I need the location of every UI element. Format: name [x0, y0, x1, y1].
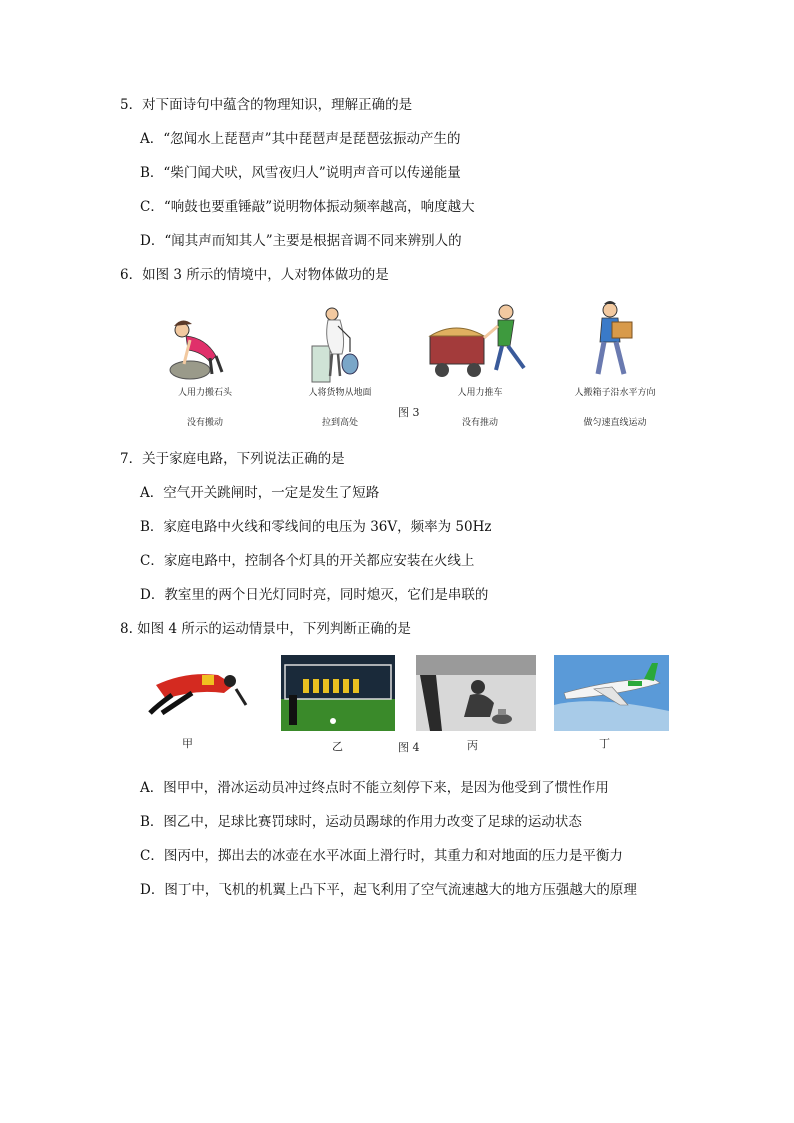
q5-option-d: D．“闻其声而知其人”主要是根据音调不同来辨别人的 [140, 233, 462, 249]
q5-stem: 5．对下面诗句中蕴含的物理知识，理解正确的是 [120, 97, 413, 113]
fig4-label-jia: 甲 [182, 737, 193, 750]
fig3-caption-4-line2: 做匀速直线运动 [583, 418, 647, 428]
fig3-caption-4-line1: 人搬箱子沿水平方向 [574, 388, 656, 398]
airplane-photo [554, 655, 669, 731]
q7-option-b: B．家庭电路中火线和零线间的电压为 36V，频率为 50Hz [140, 519, 492, 535]
q5-option-a: A．“忽闻水上琵琶声”其中琵琶声是琵琶弦振动产生的 [140, 131, 461, 147]
person-pulling-cargo-illustration [308, 304, 368, 384]
fig3-caption-1-line1: 人用力搬石头 [177, 388, 232, 398]
fig3-caption-2-line2: 拉到高处 [321, 418, 358, 428]
q5-option-c: C．“响鼓也要重锤敲”说明物体振动频率越高，响度越大 [140, 199, 475, 215]
person-carrying-box-illustration [590, 300, 650, 380]
fig4-label-yi: 乙 [332, 740, 343, 753]
q7-stem: 7．关于家庭电路，下列说法正确的是 [120, 451, 345, 467]
person-lifting-rock-illustration [160, 312, 240, 382]
speed-skater-photo [142, 655, 254, 721]
q6-stem: 6．如图 3 所示的情境中，人对物体做功的是 [120, 267, 389, 283]
q7-option-a: A．空气开关跳闸时，一定是发生了短路 [140, 485, 380, 501]
fig4-label-ding: 丁 [599, 737, 610, 750]
fig3-caption-3-line1: 人用力推车 [457, 388, 503, 398]
q8-option-a: A．图甲中，滑冰运动员冲过终点时不能立刻停下来，是因为他受到了惯性作用 [140, 780, 609, 796]
curling-photo [416, 655, 536, 731]
q7-option-d: D．教室里的两个日光灯同时亮，同时熄灭，它们是串联的 [140, 587, 489, 603]
q8-option-d: D．图丁中，飞机的机翼上凸下平，起飞利用了空气流速越大的地方压强越大的原理 [140, 882, 637, 898]
figure-4-label: 图 4 [398, 741, 420, 754]
q7-option-c: C．家庭电路中，控制各个灯具的开关都应安装在火线上 [140, 553, 475, 569]
person-pushing-cart-illustration [428, 304, 540, 380]
football-penalty-photo [281, 655, 395, 731]
q8-stem: 8. 如图 4 所示的运动情景中，下列判断正确的是 [120, 621, 411, 637]
q8-option-b: B．图乙中，足球比赛罚球时，运动员踢球的作用力改变了足球的运动状态 [140, 814, 582, 830]
fig4-label-bing: 丙 [467, 739, 478, 752]
fig3-caption-1-line2: 没有搬动 [186, 418, 223, 428]
q8-option-c: C．图丙中，掷出去的冰壶在水平冰面上滑行时，其重力和对地面的压力是平衡力 [140, 848, 623, 864]
fig3-caption-3-line2: 没有推动 [461, 418, 498, 428]
fig3-caption-2-line1: 人将货物从地面 [308, 388, 372, 398]
q5-option-b: B．“柴门闻犬吠，风雪夜归人”说明声音可以传递能量 [140, 165, 461, 181]
figure-3-label: 图 3 [398, 406, 420, 419]
